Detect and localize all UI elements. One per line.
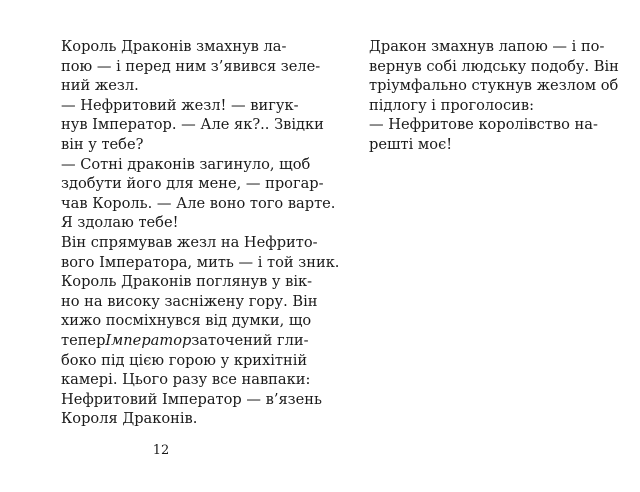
text-span: тепер	[61, 332, 106, 349]
text-line: решті моє!	[369, 136, 453, 153]
text-span: чав Король. — Але воно того варте.	[61, 194, 336, 212]
text-span: но на високу засніжену гору. Він	[61, 292, 318, 310]
text-line	[61, 272, 313, 292]
text-line	[61, 76, 278, 96]
text-span: Короля Драконів.	[61, 410, 198, 428]
text-line	[61, 213, 278, 233]
text-line	[61, 155, 311, 175]
text-line	[61, 174, 324, 194]
text-span: камері. Цього разу все навпаки:	[61, 371, 311, 389]
text-span: боко під цією горою у крихітній	[61, 351, 308, 369]
text-line: вернув собі людську подобу. Він	[369, 57, 619, 75]
text-span: Король Драконів змахнув ла-	[61, 38, 287, 55]
text-span: здобути його для мене, — прогар-	[61, 175, 324, 193]
text-line	[61, 390, 322, 410]
text-span: він у тебе?	[61, 136, 144, 153]
text-span: — Сотні драконів загинуло, щоб	[61, 155, 311, 173]
italic-word: Імператор	[105, 332, 192, 349]
text-span: нув Імператор. — Але як?.. Звідки	[61, 116, 324, 134]
text-span: Він спрямував жезл на Нефрито-	[61, 234, 318, 251]
text-line: Дракон змахнув лапою — і по-	[369, 38, 605, 55]
page-number: 12	[152, 443, 170, 458]
text-span: пою — і перед ним з’явився зеле-	[61, 57, 321, 75]
text-line	[61, 96, 299, 116]
text-span: вого Імператора, мить — і той зник.	[61, 253, 340, 271]
text-line: підлогу і проголосив:	[369, 96, 534, 114]
text-line: тріумфально стукнув жезлом об	[369, 77, 619, 95]
text-line	[61, 351, 308, 371]
text-span: Нефритовий Імператор — в’язень	[61, 390, 322, 408]
text-line	[61, 57, 321, 77]
text-line	[61, 292, 318, 312]
text-span: ний жезл.	[61, 77, 139, 95]
text-span: — Нефритовий жезл! — вигук-	[61, 96, 299, 114]
text-line	[61, 194, 336, 214]
text-line	[61, 311, 312, 331]
text-line	[61, 135, 278, 155]
text-line	[61, 370, 311, 390]
text-span: Король Драконів поглянув у вік-	[61, 273, 313, 291]
text-line	[61, 115, 324, 135]
text-line	[61, 331, 309, 351]
text-line: — Нефритове королівство на-	[369, 116, 598, 134]
text-span: заточений гли-	[191, 332, 309, 349]
text-line	[61, 233, 318, 253]
text-line	[61, 37, 287, 57]
text-line	[61, 253, 340, 273]
text-line	[61, 409, 278, 429]
text-span: хижо посміхнувся від думки, що	[61, 312, 312, 330]
text-span: Я здолаю тебе!	[61, 214, 179, 232]
